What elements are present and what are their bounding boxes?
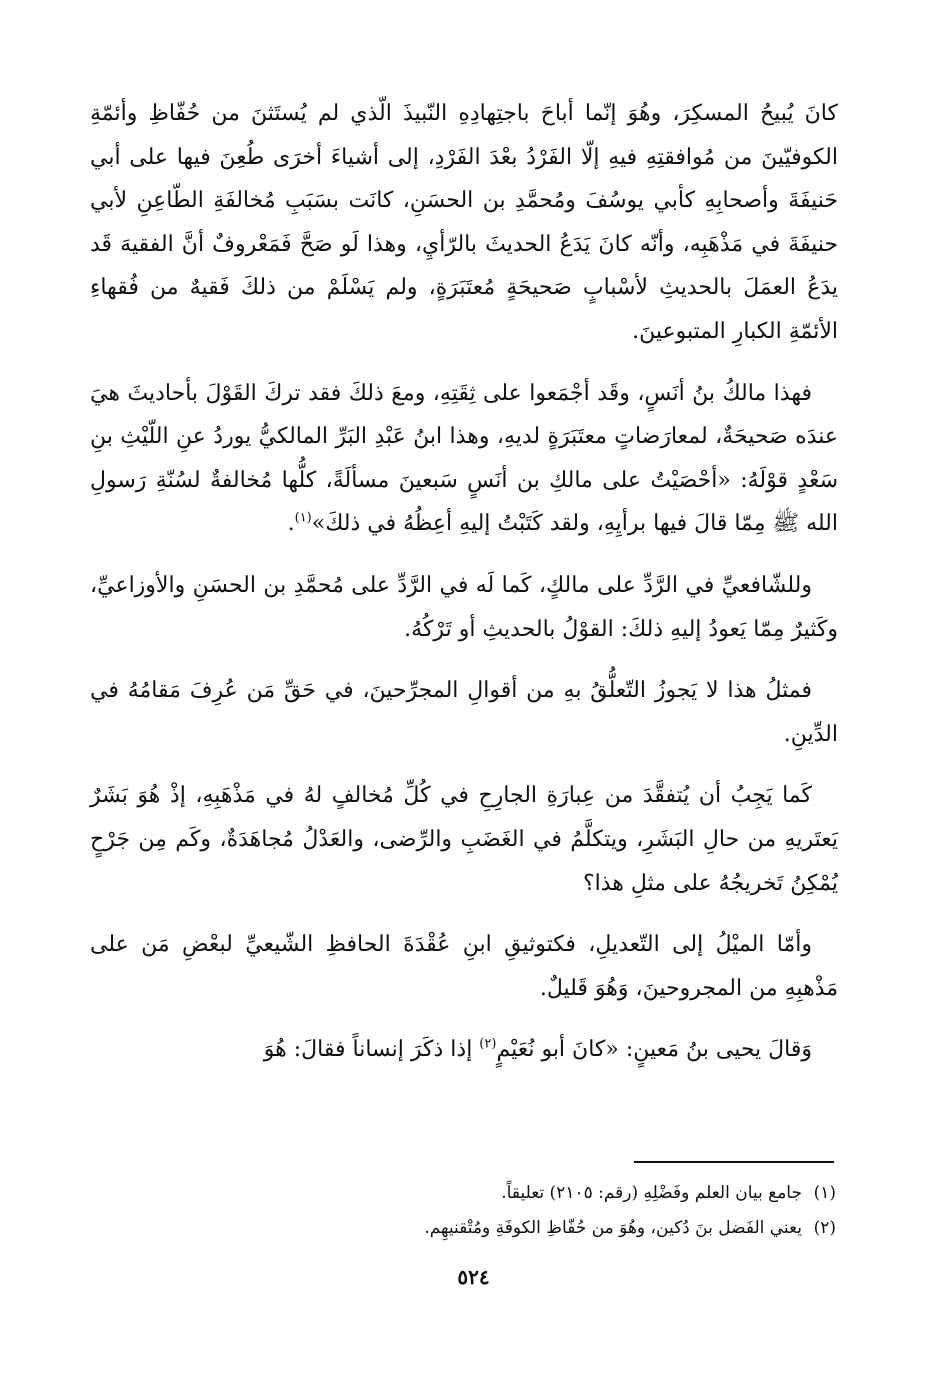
paragraph-7-tail: إذا ذكَرَ إنساناً فقالَ: هُوَ xyxy=(263,1037,480,1063)
paragraph-7 xyxy=(90,1028,838,1072)
paragraph-5-text: كَما يَجِبُ أن يُتفقَّدَ من عِبارَةِ الجارِحِ في كُلِّ مُخالفٍ لهُ في مَذْهَبِهِ، إذْ هُوَ بَشَرٌ يَعتَريهِ من حالِ البَشَرِ، ويتكلَّمُ في الغَضَبِ والرِّضى، والعَدْلُ مُجاهَدَةٌ، وكَم مِن جَرْحٍ يُمْكِنُ تَخريجُهُ على مثلِ هذا؟ xyxy=(90,783,838,896)
footnotes xyxy=(200,1176,836,1246)
footnote-divider xyxy=(634,1161,834,1163)
paragraph-6-text: وأمّا الميْلُ إلى التّعديلِ، فكتوثيقِ ابنِ عُقْدَةَ الحافظِ الشّيعيِّ لبعْضِ مَن على مَذْهبِهِ من المجروحينَ، وَهُوَ قَليلٌ. xyxy=(90,932,838,1001)
footnote-1-text: جامع بيان العلم وفَضْلِهِ (رقم: ٢١٠٥) تعليقاً. xyxy=(501,1183,802,1203)
paragraph-6 xyxy=(90,923,838,1010)
paragraph-4 xyxy=(90,669,838,756)
paragraph-5 xyxy=(90,774,838,905)
footnote-2-number: (٢) xyxy=(813,1218,836,1238)
footnote-ref-1[interactable]: (١) xyxy=(294,511,312,527)
paragraph-7-text: وَقالَ يحيى بنُ مَعينٍ: «كانَ أبو نُعَيْمٍ xyxy=(496,1037,812,1063)
main-text xyxy=(90,92,838,1072)
paragraph-3-text: وللشّافعيِّ في الرَّدِّ على مالكٍ، كَما لَه في الرَّدِّ على مُحمَّدِ بن الحسَنِ والأوزاعيِّ، وكَثيرٌ مِمّا يَعودُ إليهِ ذلكَ: القوْلُ بالحديثِ أو تَرْكُهُ. xyxy=(90,572,838,642)
paragraph-2-text: فهذا مالكُ بنُ أنَسٍ، وقَد أجْمَعوا على ثِقَتِهِ، ومعَ ذلكَ فقد تركَ القَوْلَ بأحاديثَ هيَ عندَه صَحيحَةٌ، لمعارَضاتٍ معتَبَرَةٍ لديهِ، وهذا ابنُ عَبْدِ البَرِّ المالكيُّ يوردُ عنِ اللّيْثِ بنِ سَعْدٍ قوْلَهُ: «أحْصَيْتُ على مالكِ بن أنَسٍ سَبعينَ مسألَةً، كلُّها مُخالفةٌ لسُنّةِ رَسولِ الله ﷺ مِمّا قالَ فيها برأيِهِ، ولقد كَتَبْتُ إليهِ أعِظُهُ في ذلكَ» xyxy=(90,380,838,537)
footnote-ref-2[interactable]: (٢) xyxy=(479,1036,497,1052)
paragraph-2 xyxy=(90,372,838,546)
paragraph-4-text: فمثلُ هذا لا يَجوزُ التّعلُّقُ بهِ من أقوالِ المجرِّحينَ، في حَقِّ مَن عُرِفَ مَقامُهُ في الدِّينِ. xyxy=(90,678,838,747)
paragraph-2-tail: . xyxy=(287,511,295,537)
paragraph-1 xyxy=(90,92,838,354)
footnote-1 xyxy=(200,1176,836,1211)
paragraph-1-text: كانَ يُبيحُ المسكِرَ، وهُوَ إنّما أباحَ باجتِهادِهِ النّبيذَ الّذي لم يُستَثنَ من حُفّاظِ وأئمّةِ الكوفيّينَ من مُوافقتِهِ فيهِ إلّا الفَرْدُ بعْدَ الفَرْدِ، إلى أشياءَ أخرَى طُعِنَ فيها على أبي حَنيفَةَ وأصحابِهِ كأبي يوسُفَ ومُحمَّدِ بن الحسَنِ، كانَت بسَبَبِ مُخالفَةِ الطّاعِنِ لأبي حنيفَةَ في مَذْهَبِه، وأنّه كانَ يَدَعُ الحديثَ بالرّأيِ، وهذا لَو صَحَّ فَمَعْروفٌ أنَّ الفقيهَ قَد يدَعُ العمَلَ بالحديثِ لأسْبابٍ صَحيحَةٍ مُعتَبَرَةٍ، ولم يَسْلَمْ من ذلكَ فَقيهٌ من فُقهاءِ الأئمّةِ الكبارِ المتبوعينَ. xyxy=(90,101,838,344)
footnote-1-number: (١) xyxy=(813,1183,836,1203)
footnote-2 xyxy=(200,1211,836,1246)
page-number: ٥٢٤ xyxy=(457,1265,490,1289)
footnote-2-text: يعني الفَضل بنَ دُكين، وهُوَ من حُفّاظِ الكوفَةِ ومُتْقنيهِم. xyxy=(424,1218,802,1238)
paragraph-3 xyxy=(90,564,838,651)
